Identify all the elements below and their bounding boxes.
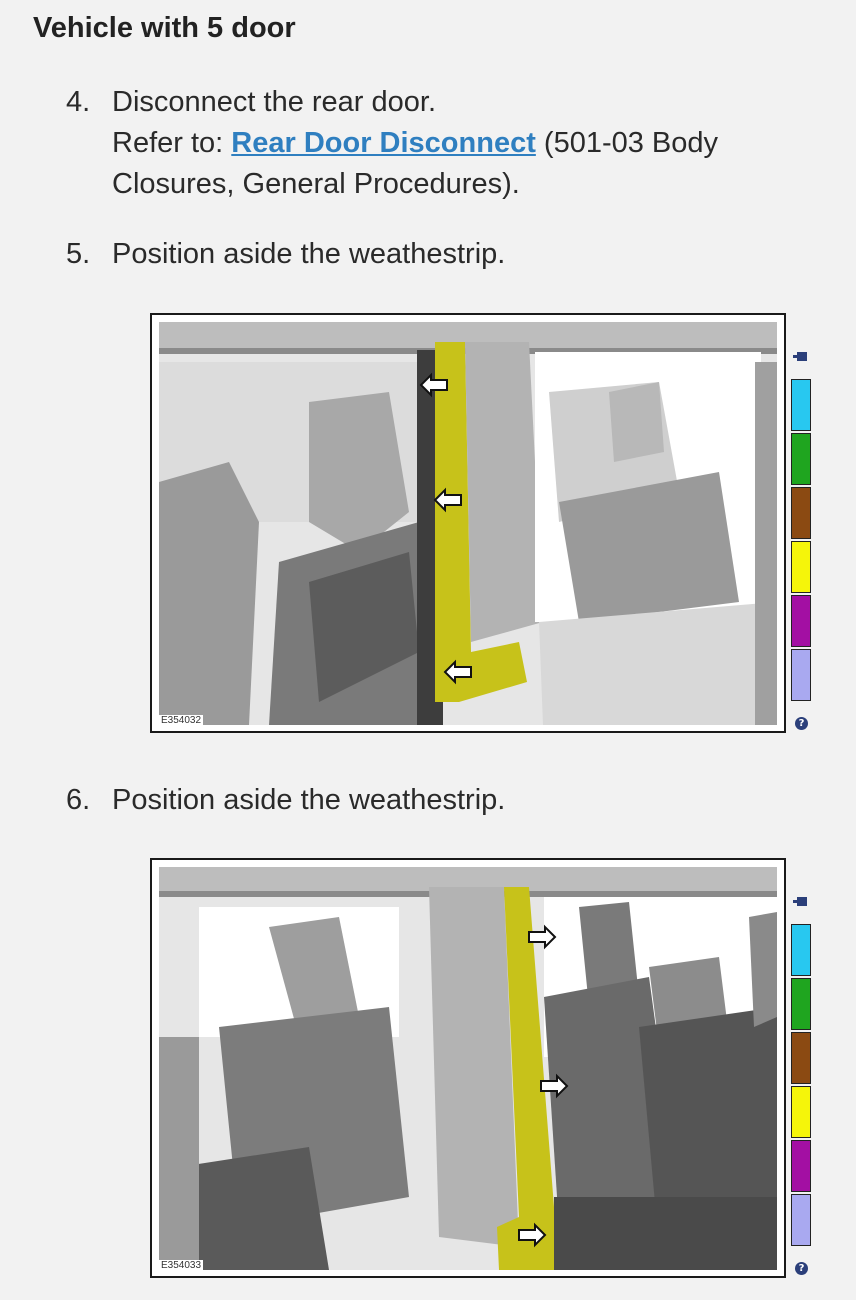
swatch-green[interactable] xyxy=(791,978,811,1030)
help-icon[interactable]: ? xyxy=(795,1262,808,1275)
step-6 xyxy=(66,780,792,821)
figure-id-label: E354032 xyxy=(161,715,202,726)
step-5 xyxy=(66,234,792,275)
refer-line xyxy=(112,123,792,205)
swatch-yellow[interactable] xyxy=(791,541,811,593)
step-number: 5. xyxy=(66,238,91,270)
figure-e354032[interactable] xyxy=(150,313,786,733)
paint-icon[interactable] xyxy=(791,895,811,909)
refer-suffix: (501-03 Body Closures, General Procedures). xyxy=(112,127,719,200)
illustration-b-pillar-rear-view xyxy=(159,867,777,1270)
figure-id-label: E354033 xyxy=(161,1260,202,1271)
swatch-magenta[interactable] xyxy=(791,595,811,647)
color-palette xyxy=(791,895,811,1248)
swatch-brown[interactable] xyxy=(791,1032,811,1084)
color-palette xyxy=(791,350,811,703)
help-icon[interactable]: ? xyxy=(795,717,808,730)
rear-door-disconnect-link[interactable]: Rear Door Disconnect xyxy=(231,127,536,159)
paint-icon[interactable] xyxy=(791,350,811,364)
step-text: Disconnect the rear door. xyxy=(112,86,437,118)
swatch-brown[interactable] xyxy=(791,487,811,539)
step-text: Position aside the weathestrip. xyxy=(112,784,506,816)
section-heading: Vehicle with 5 door xyxy=(33,12,296,44)
swatch-green[interactable] xyxy=(791,433,811,485)
illustration-b-pillar-front-view xyxy=(159,322,777,725)
step-text: Position aside the weathestrip. xyxy=(112,238,506,270)
step-number: 4. xyxy=(66,86,91,118)
step-4 xyxy=(66,82,792,205)
figure-e354033[interactable] xyxy=(150,858,786,1278)
swatch-cyan[interactable] xyxy=(791,379,811,431)
swatch-magenta[interactable] xyxy=(791,1140,811,1192)
swatch-yellow[interactable] xyxy=(791,1086,811,1138)
swatch-lavender[interactable] xyxy=(791,1194,811,1246)
refer-prefix: Refer to: xyxy=(112,127,232,159)
step-number: 6. xyxy=(66,784,91,816)
swatch-cyan[interactable] xyxy=(791,924,811,976)
swatch-lavender[interactable] xyxy=(791,649,811,701)
